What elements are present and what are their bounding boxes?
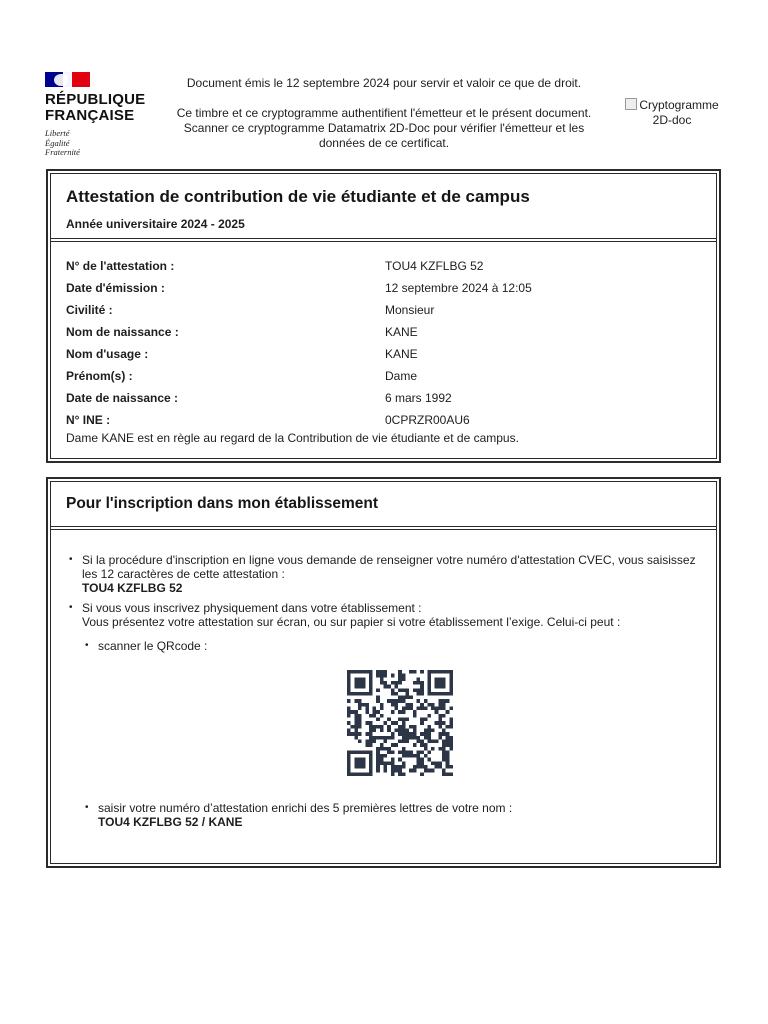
divider [51, 526, 716, 527]
in-person-instruction-line1: • Si vous vous inscrivez physiquement dans votre établissement : [82, 601, 422, 615]
marianne-flag-icon [45, 70, 90, 88]
field-value: Monsieur [385, 303, 435, 317]
divider [51, 241, 716, 242]
field-row-birth-date [66, 391, 686, 413]
field-value: KANE [385, 325, 418, 339]
enriched-attestation-code: TOU4 KZFLBG 52 / KANE [98, 815, 243, 829]
field-row-civility [66, 303, 686, 325]
field-value: 12 septembre 2024 à 12:05 [385, 281, 532, 295]
logo-motto [45, 129, 155, 158]
sub-item-enter-number [82, 801, 678, 829]
in-person-instruction-line2: Vous présentez votre attestation sur écran, ou sur papier si votre établissement l’exige. Celui-ci peut : [82, 615, 621, 629]
field-value: 0CPRZR00AU6 [385, 413, 470, 427]
divider [51, 529, 716, 530]
attestation-code: TOU4 KZFLBG 52 [82, 581, 183, 595]
field-row-birth-name [66, 325, 686, 347]
field-label: N° de l'attestation : [66, 259, 175, 273]
republique-francaise-logo [45, 70, 155, 158]
field-label: Nom d'usage : [66, 347, 149, 361]
field-row-attestation-number [66, 259, 686, 281]
field-value: KANE [385, 347, 418, 361]
attestation-box [46, 169, 721, 463]
field-label: Date d'émission : [66, 281, 165, 295]
logo-title-line1: RÉPUBLIQUE [45, 91, 146, 108]
field-label: N° INE : [66, 413, 111, 427]
motto-fraternite: Fraternité [45, 147, 80, 157]
logo-title-line2: FRANÇAISE [45, 107, 135, 124]
motto-egalite: Égalité [45, 137, 70, 148]
attestation-fields [66, 259, 686, 445]
attestation-title: Attestation de contribution de vie étudiante et de campus [66, 187, 530, 206]
document-header-text [160, 76, 608, 151]
field-label: Nom de naissance : [66, 325, 179, 339]
scan-qrcode-text: • scanner le QRcode : [98, 639, 208, 653]
academic-year: Année universitaire 2024 - 2025 [66, 217, 245, 231]
broken-image-icon [625, 98, 637, 110]
field-label: Date de naissance : [66, 391, 179, 405]
motto-liberte: Liberté [45, 128, 70, 138]
field-row-usage-name [66, 347, 686, 369]
status-statement: Dame KANE est en règle au regard de la Contribution de vie étudiante et de campus. [66, 431, 519, 445]
cryptogramme-alt-text: Cryptogramme 2D-doc [639, 98, 719, 127]
qrcode-icon [344, 670, 456, 776]
field-row-issue-date [66, 281, 686, 303]
divider [51, 238, 716, 239]
field-value: Dame [385, 369, 418, 383]
sub-item-scan-qrcode [82, 639, 678, 653]
field-label: Prénom(s) : [66, 369, 133, 383]
field-label: Civilité : [66, 303, 113, 317]
list-item-online [66, 553, 702, 595]
inscription-title: Pour l'inscription dans mon établissement [66, 495, 379, 512]
authentication-statement: Ce timbre et ce cryptogramme authentifient l'émetteur et le présent document. Scanner ce cryptogramme Datamatrix 2D-Doc pour vérifier l'émetteur et les données de ce certificat. [176, 106, 592, 150]
cryptogramme-2d-doc-image [620, 98, 724, 128]
field-value: 6 mars 1992 [385, 391, 452, 405]
enter-number-text: • saisir votre numéro d’attestation enrichi des 5 premières lettres de votre nom : [98, 801, 513, 815]
online-instruction-text: • Si la procédure d'inscription en ligne vous demande de renseigner votre numéro d'attestation CVEC, vous saisissez les 12 caractères de cette attestation : [82, 553, 696, 581]
list-item-in-person [66, 601, 702, 629]
issue-statement: Document émis le 12 septembre 2024 pour servir et valoir ce que de droit. [186, 76, 582, 90]
field-value: TOU4 KZFLBG 52 [385, 259, 484, 273]
field-row-first-name [66, 369, 686, 391]
